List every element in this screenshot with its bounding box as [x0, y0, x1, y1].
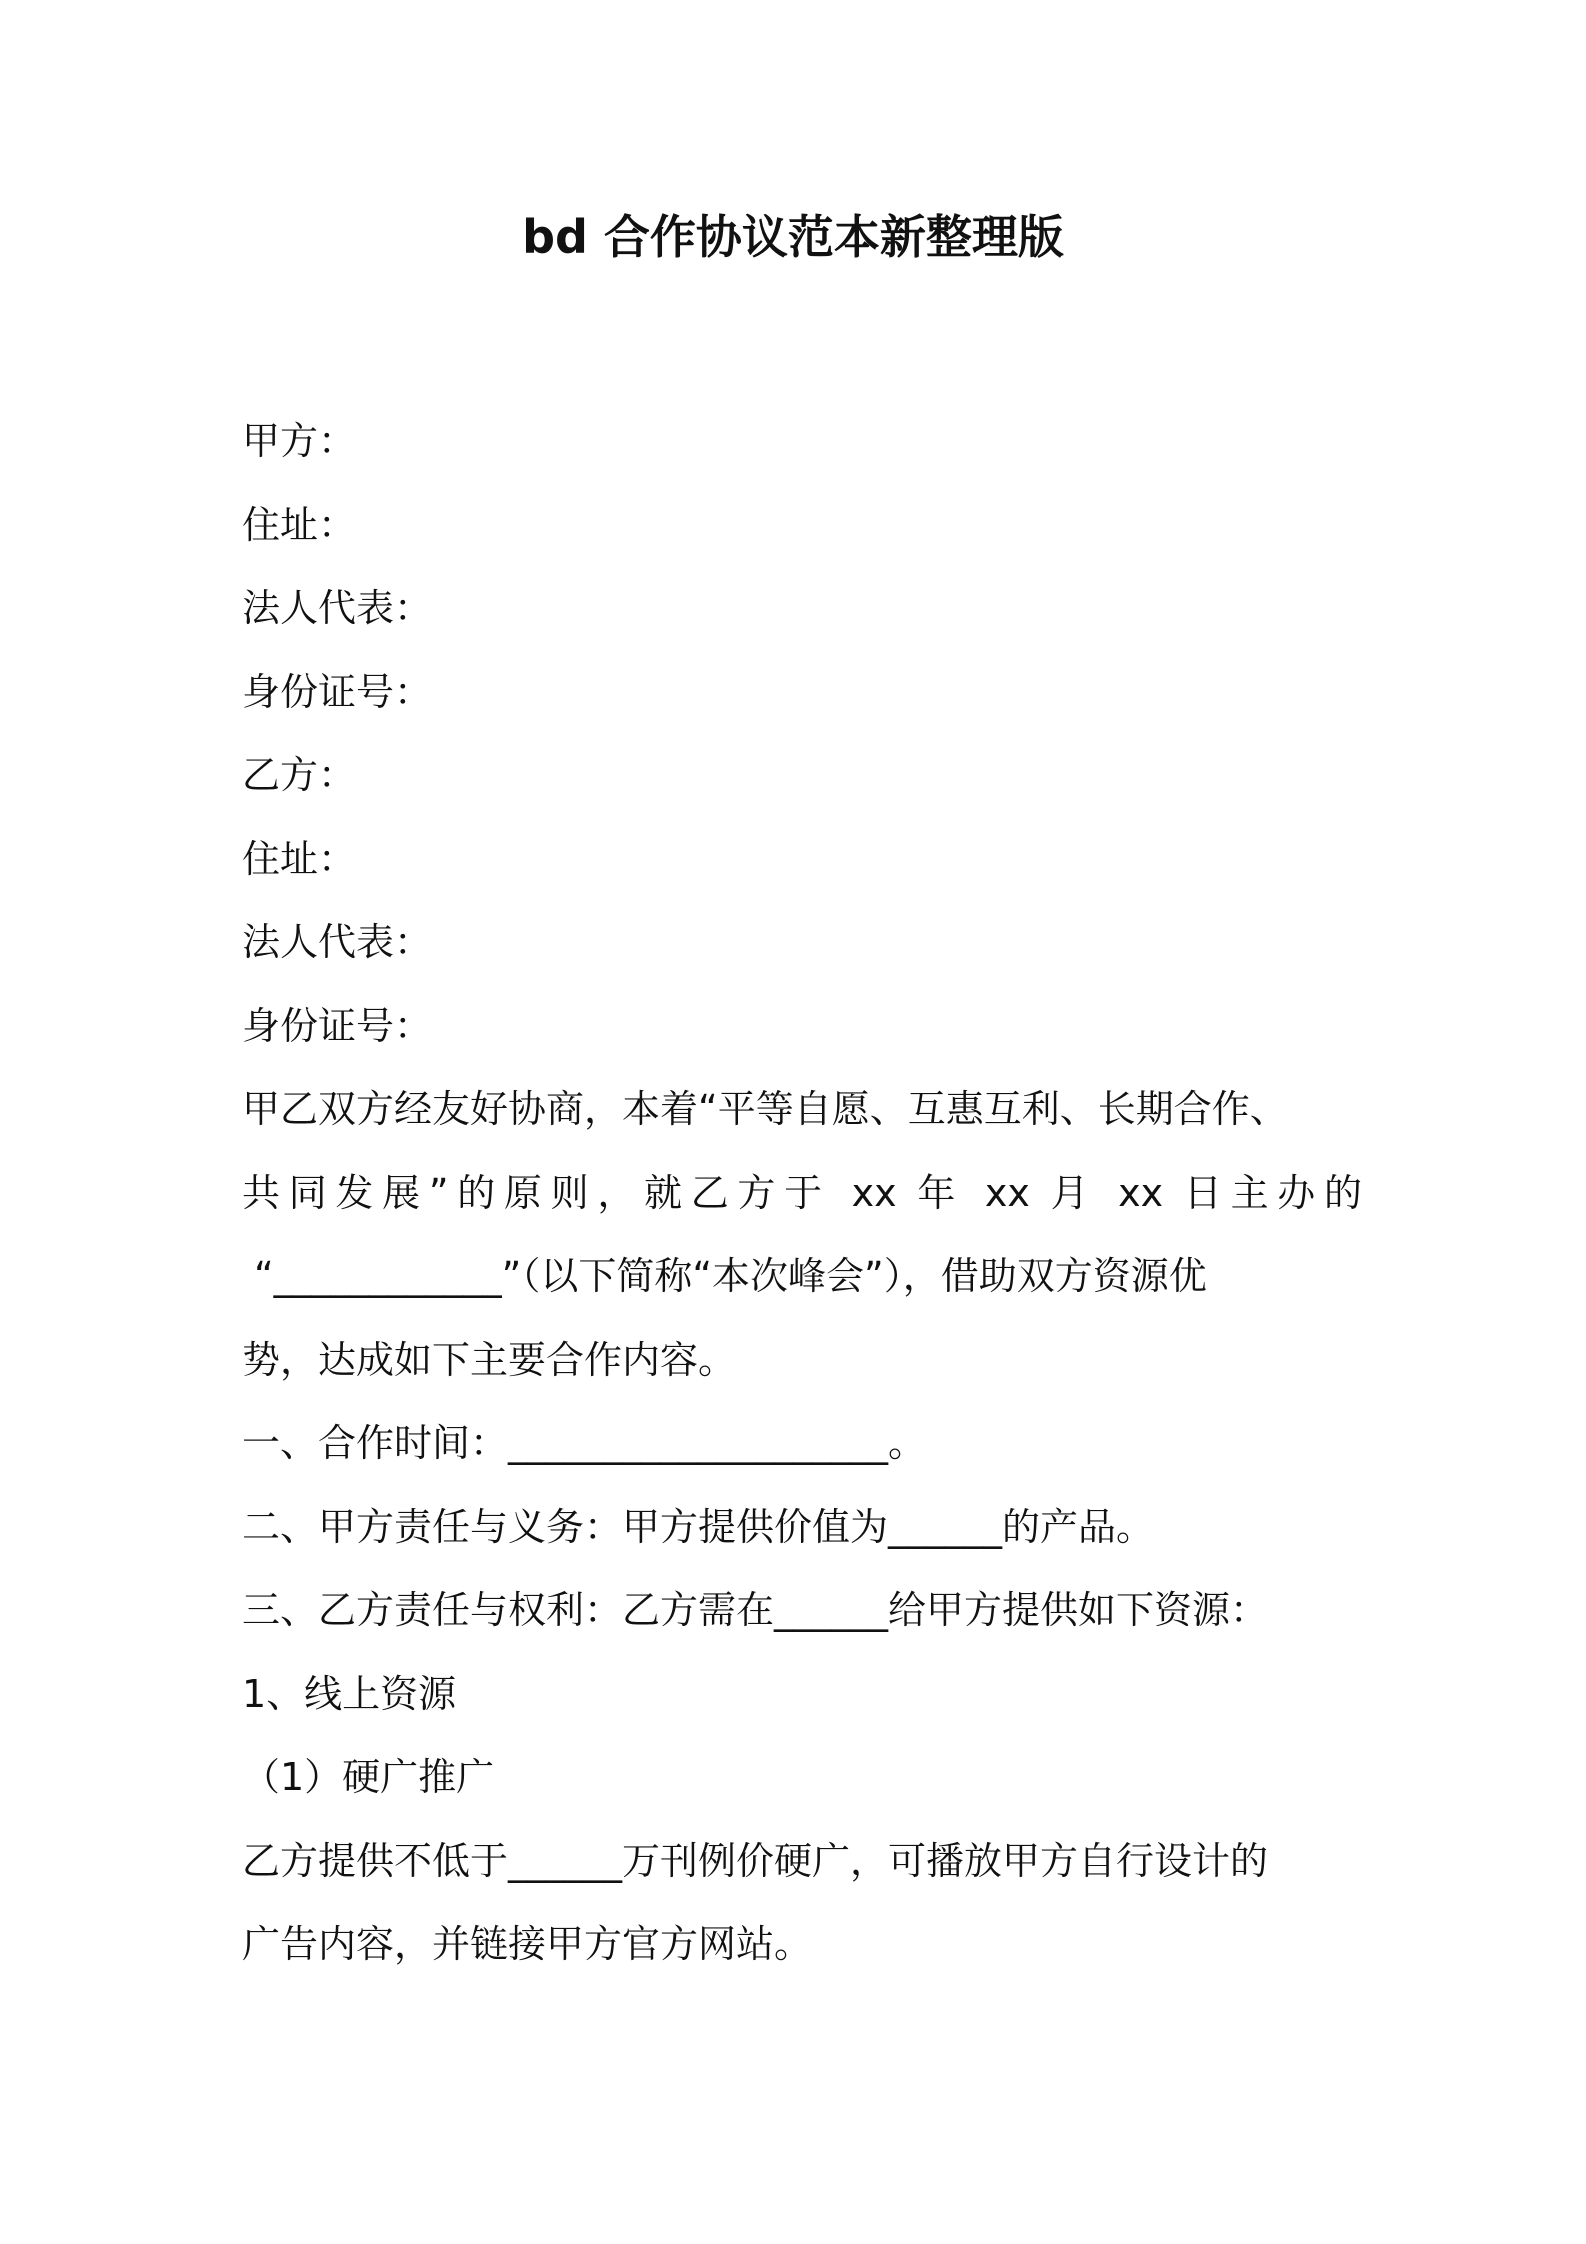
party-b-id-label: 身份证号： — [242, 1003, 433, 1048]
party-a-id-label: 身份证号： — [242, 669, 433, 714]
document-title: bd 合作协议范本新整理版 — [522, 210, 1064, 264]
intro-line-4: 势，达成如下主要合作内容。 — [242, 1337, 737, 1382]
party-a-address-label: 住址： — [242, 502, 357, 547]
party-a-label: 甲方： — [242, 419, 357, 463]
section-online-resources: 1、线上资源 — [242, 1671, 457, 1716]
document-body — [242, 400, 1362, 1987]
party-b-address-label: 住址： — [242, 836, 357, 881]
clause-party-a-duties: 二、甲方责任与义务：甲方提供价值为______的产品。 — [242, 1504, 1155, 1549]
clause-cooperation-time: 一、合作时间：____________________。 — [242, 1421, 927, 1465]
intro-line-3: “____________”（以下简称“本次峰会”），借助双方资源优 — [254, 1254, 1207, 1298]
subsection-hard-ads: （1）硬广推广 — [242, 1755, 495, 1799]
intro-line-1: 甲乙双方经友好协商，本着“平等自愿、互惠互利、长期合作、 — [242, 1087, 1288, 1131]
party-a-legal-rep-label: 法人代表： — [242, 586, 433, 630]
intro-line-2: 共同发展”的原则，就乙方于 xx 年 xx 月 xx 日主办的 — [242, 1170, 1362, 1215]
hard-ads-text-line-2: 广告内容，并链接甲方官方网站。 — [242, 1922, 813, 1966]
hard-ads-text-line-1: 乙方提供不低于______万刊例价硬广，可播放甲方自行设计的 — [242, 1838, 1269, 1883]
party-b-label: 乙方： — [242, 753, 357, 797]
party-b-legal-rep-label: 法人代表： — [242, 920, 433, 964]
clause-party-b-duties: 三、乙方责任与权利：乙方需在______给甲方提供如下资源： — [242, 1588, 1269, 1632]
